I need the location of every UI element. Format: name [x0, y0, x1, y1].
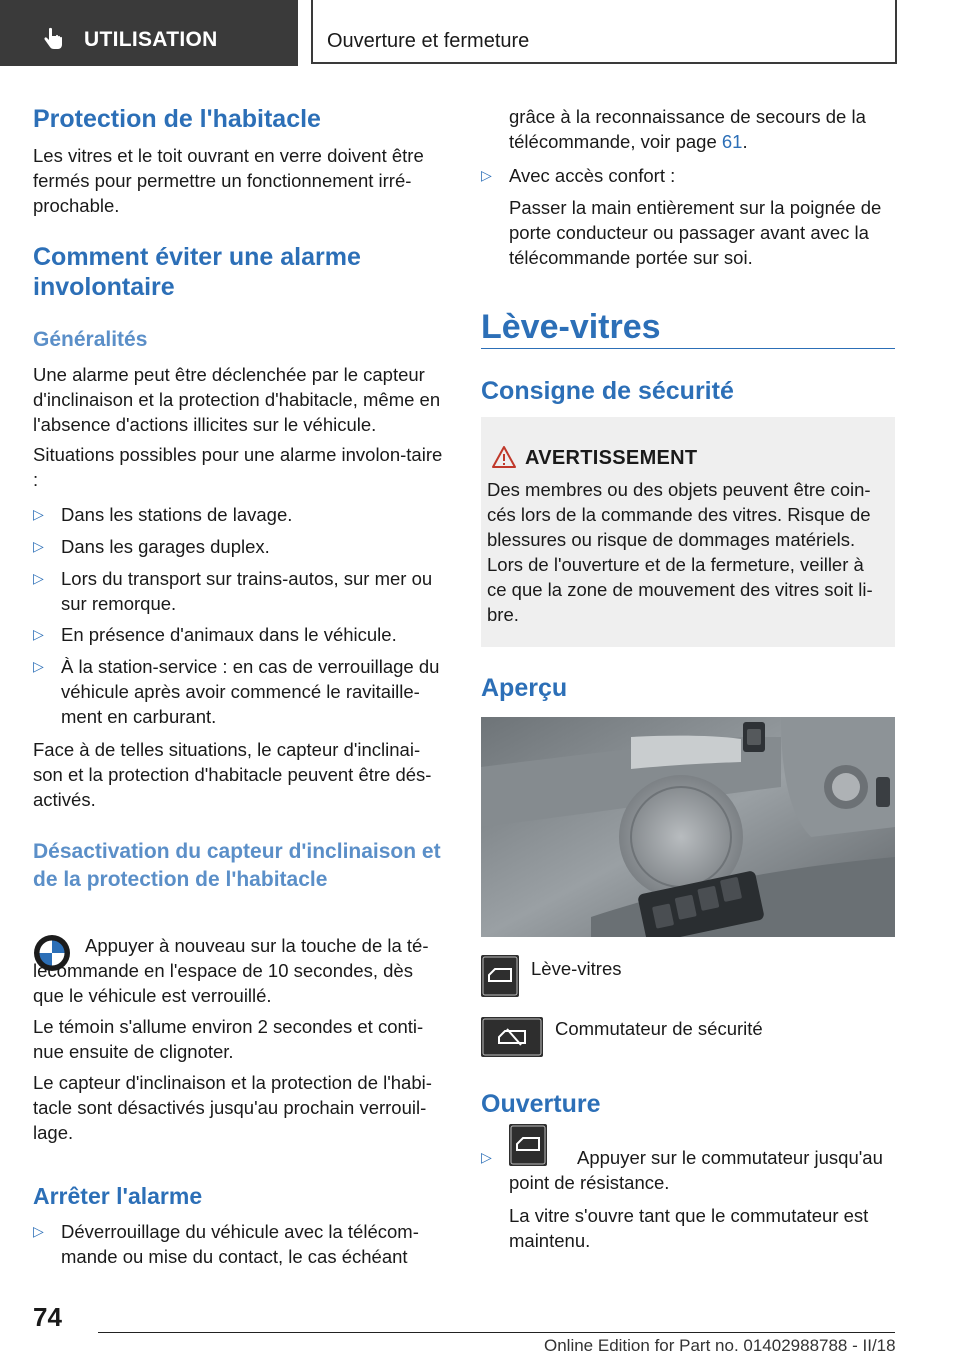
- chapter-tab: [311, 0, 897, 64]
- list-item: ▷ En présence d'animaux dans le véhicule.: [33, 624, 397, 645]
- bullet-triangle-icon: ▷: [33, 570, 44, 586]
- list-item: ▷ Dans les garages duplex.: [33, 536, 270, 557]
- para-capteur: Le capteur d'inclinaison et la protection de l'habi-tacle sont désactivés jusqu'au prochain verrouil-lage.: [33, 1072, 432, 1143]
- warning-box: [481, 417, 895, 647]
- para-temoin: Le témoin s'allume environ 2 secondes et conti-nue ensuite de clignoter.: [33, 1016, 424, 1062]
- para-gen1: Une alarme peut être déclenchée par le capteur d'inclinaison et la protection d'habitacle, même en l'absence d'actions illicites sur le véhicule.: [33, 364, 441, 435]
- bullet-triangle-icon: ▷: [481, 1149, 492, 1165]
- bullet-triangle-icon: ▷: [33, 626, 44, 642]
- list-item: ▷ Déverrouillage du véhicule avec la télécom-mande ou mise du contact, le cas échéant: [33, 1221, 419, 1267]
- heading-consigne: Consigne de sécurité: [481, 377, 734, 405]
- bullet-triangle-icon: ▷: [481, 167, 492, 183]
- heading-arreter: Arrêter l'alarme: [33, 1183, 203, 1209]
- page-header: [0, 0, 960, 66]
- para-appuyer: Appuyer à nouveau sur la touche de la té-lécommande en l'espace de 10 secondes, dès que le véhicule est verrouillé.: [33, 935, 429, 1006]
- para-confort: Passer la main entièrement sur la poignée de porte conducteur ou passager avant avec la télécommande portée sur soi.: [509, 197, 882, 268]
- heading-protection: Protection de l'habitacle: [33, 105, 321, 133]
- section-label: UTILISATION: [84, 28, 218, 51]
- heading-leve-vitres: Lève-vitres: [481, 308, 661, 346]
- bullet-triangle-icon: ▷: [33, 1223, 44, 1239]
- heading-eviter-1: Comment éviter une alarme: [33, 243, 361, 271]
- heading-desactivation: Désactivation du capteur d'inclinaison et de la protection de l'habitacle: [33, 840, 441, 891]
- heading-eviter-2: involontaire: [33, 273, 175, 301]
- heading-ouverture: Ouverture: [481, 1090, 601, 1118]
- bullet-triangle-icon: ▷: [33, 538, 44, 554]
- list-item: ▷ À la station-service : en cas de verrouillage du véhicule après avoir commencé le ravitaille-ment en carburant.: [33, 656, 440, 727]
- warning-text: Des membres ou des objets peuvent être coin-cés lors de la commande des vitres. Risque de blessures ou risque de dommages matériels. Lors de l'ouverture et de la fermeture, veiller à ce que la zone de mouvement des vitres soit li-bre.: [487, 479, 873, 625]
- warning-triangle-icon: [491, 445, 517, 469]
- para-protection: Les vitres et le toit ouvrant en verre doivent être fermés pour permettre un fonctionnement irré-prochable.: [33, 145, 424, 216]
- legend-commutateur: Commutateur de sécurité: [555, 1018, 763, 1039]
- window-switch-icon: [481, 955, 519, 997]
- chapter-label: Ouverture et fermeture: [327, 30, 530, 52]
- safety-switch-icon: [481, 1017, 543, 1057]
- page-number: 74: [33, 1302, 62, 1332]
- heading-apercu: Aperçu: [481, 674, 568, 702]
- section-tab: [0, 0, 298, 66]
- heading-rule: [481, 348, 895, 349]
- warning-title: AVERTISSEMENT: [525, 447, 698, 469]
- list-item: ▷ Dans les stations de lavage.: [33, 504, 293, 525]
- list-item: ▷ Avec accès confort :: [481, 165, 676, 186]
- list-item: ▷ Lors du transport sur trains-autos, sur mer ou sur remorque.: [33, 568, 433, 614]
- bullet-triangle-icon: ▷: [33, 658, 44, 674]
- bullet-triangle-icon: ▷: [33, 506, 44, 522]
- footer-rule: [98, 1332, 895, 1333]
- heading-generalites: Généralités: [33, 328, 148, 351]
- para-gen2: Situations possibles pour une alarme involon-taire :: [33, 444, 443, 490]
- para-face: Face à de telles situations, le capteur d'inclinai-son et la protection d'habitacle peuvent être dés-activés.: [33, 739, 432, 810]
- para-ouverture: La vitre s'ouvre tant que le commutateur est maintenu.: [509, 1205, 869, 1251]
- window-switch-icon: [509, 1124, 547, 1166]
- legend-leve-vitres: Lève-vitres: [531, 958, 622, 979]
- page-reference-link[interactable]: 61: [721, 131, 743, 152]
- list-item: ▷ Appuyer sur le commutateur jusqu'au point de résistance.: [481, 1147, 883, 1193]
- para-continuation: grâce à la reconnaissance de secours de la télécommande, voir page 61.: [509, 106, 866, 152]
- door-panel-image: [481, 717, 895, 937]
- edition-label: Online Edition for Part no. 01402988788 - II/18: [544, 1336, 896, 1355]
- hand-pointer-icon: [40, 26, 66, 52]
